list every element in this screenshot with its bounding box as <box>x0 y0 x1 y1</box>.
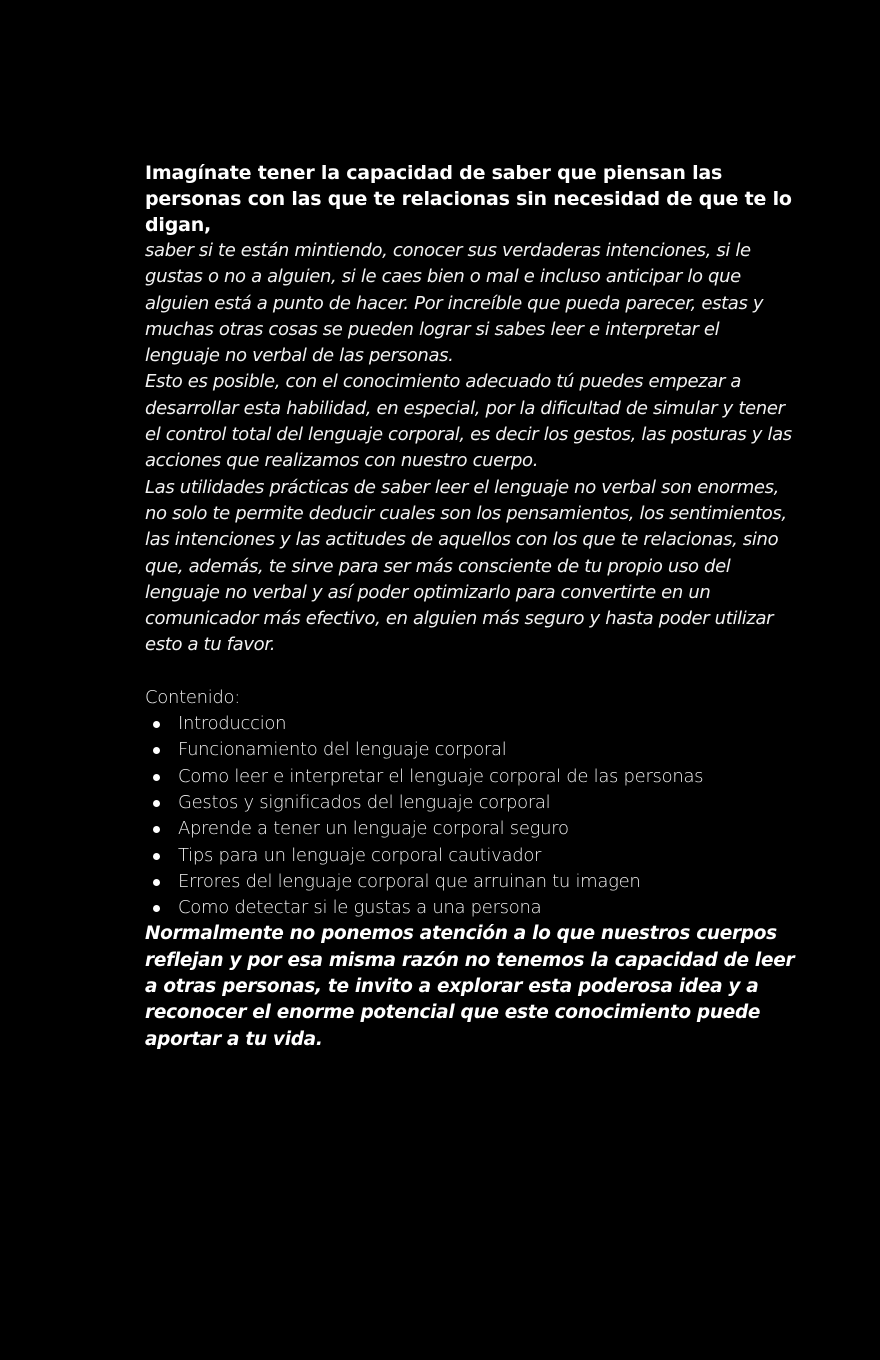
list-item-label: Errores del lenguaje corporal que arruinan tu imagen <box>178 870 641 892</box>
list-item-label: Como detectar si le gustas a una persona <box>178 897 542 919</box>
bullet-icon <box>153 774 160 781</box>
bullet-icon <box>153 800 160 807</box>
list-item <box>145 895 795 921</box>
list-item-label: Introduccion <box>178 713 287 735</box>
list-item-label: Tips para un lenguaje corporal cautivador <box>178 844 542 866</box>
headline: Imagínate tener la capacidad de saber que piensan las personas con las que te relacionas sin necesidad de que te lo digan, <box>145 162 792 236</box>
list-item-label: Aprende a tener un lenguaje corporal seguro <box>178 818 569 840</box>
contents-heading: Contenido: <box>145 686 241 708</box>
list-item-label: Gestos y significados del lenguaje corporal <box>178 791 551 813</box>
bullet-icon <box>153 853 160 860</box>
list-item <box>145 790 795 816</box>
bullet-icon <box>153 826 160 833</box>
paragraph-intro: saber si te están mintiendo, conocer sus verdaderas intenciones, si le gustas o no a alguien, si le caes bien o mal e incluso anticipar lo que alguien está a punto de hacer. Por increíble que pueda parecer, estas y muchas otras cosas se pueden lograr si sabes leer e interpretar el lenguaje no verbal de las personas. <box>145 240 764 367</box>
list-item <box>145 764 795 790</box>
book-description <box>145 160 795 1053</box>
list-item <box>145 737 795 763</box>
list-item <box>145 816 795 842</box>
bullet-icon <box>153 879 160 886</box>
contents-list <box>145 711 795 921</box>
list-item-label: Como leer e interpretar el lenguaje corporal de las personas <box>178 765 704 787</box>
spacer <box>145 659 795 685</box>
closing-statement: Normalmente no ponemos atención a lo que nuestros cuerpos reflejan y por esa misma razón no tenemos la capacidad de leer a otras personas, te invito a explorar esta poderosa idea y a reconocer el enorme potencial que este conocimiento puede aportar a tu vida. <box>145 923 795 1050</box>
paragraph-utilities: Las utilidades prácticas de saber leer el lenguaje no verbal son enormes, no solo te permite deducir cuales son los pensamientos, los sentimientos, las intenciones y las actitudes de aquellos con los que te relacionas, sino que, además, te sirve para ser más consciente de tu propio uso del lenguaje no verbal y así poder optimizarlo para convertirte en un comunicador más efectivo, en alguien más seguro y hasta poder utilizar esto a tu favor. <box>145 476 787 656</box>
list-item <box>145 869 795 895</box>
list-item <box>145 711 795 737</box>
bullet-icon <box>153 905 160 912</box>
list-item <box>145 843 795 869</box>
bullet-icon <box>153 721 160 728</box>
list-item-label: Funcionamiento del lenguaje corporal <box>178 739 507 761</box>
paragraph-possible: Esto es posible, con el conocimiento adecuado tú puedes empezar a desarrollar esta habilidad, en especial, por la dificultad de simular y tener el control total del lenguaje corporal, es decir los gestos, las posturas y las acciones que realizamos con nuestro cuerpo. <box>145 371 792 472</box>
bullet-icon <box>153 747 160 754</box>
